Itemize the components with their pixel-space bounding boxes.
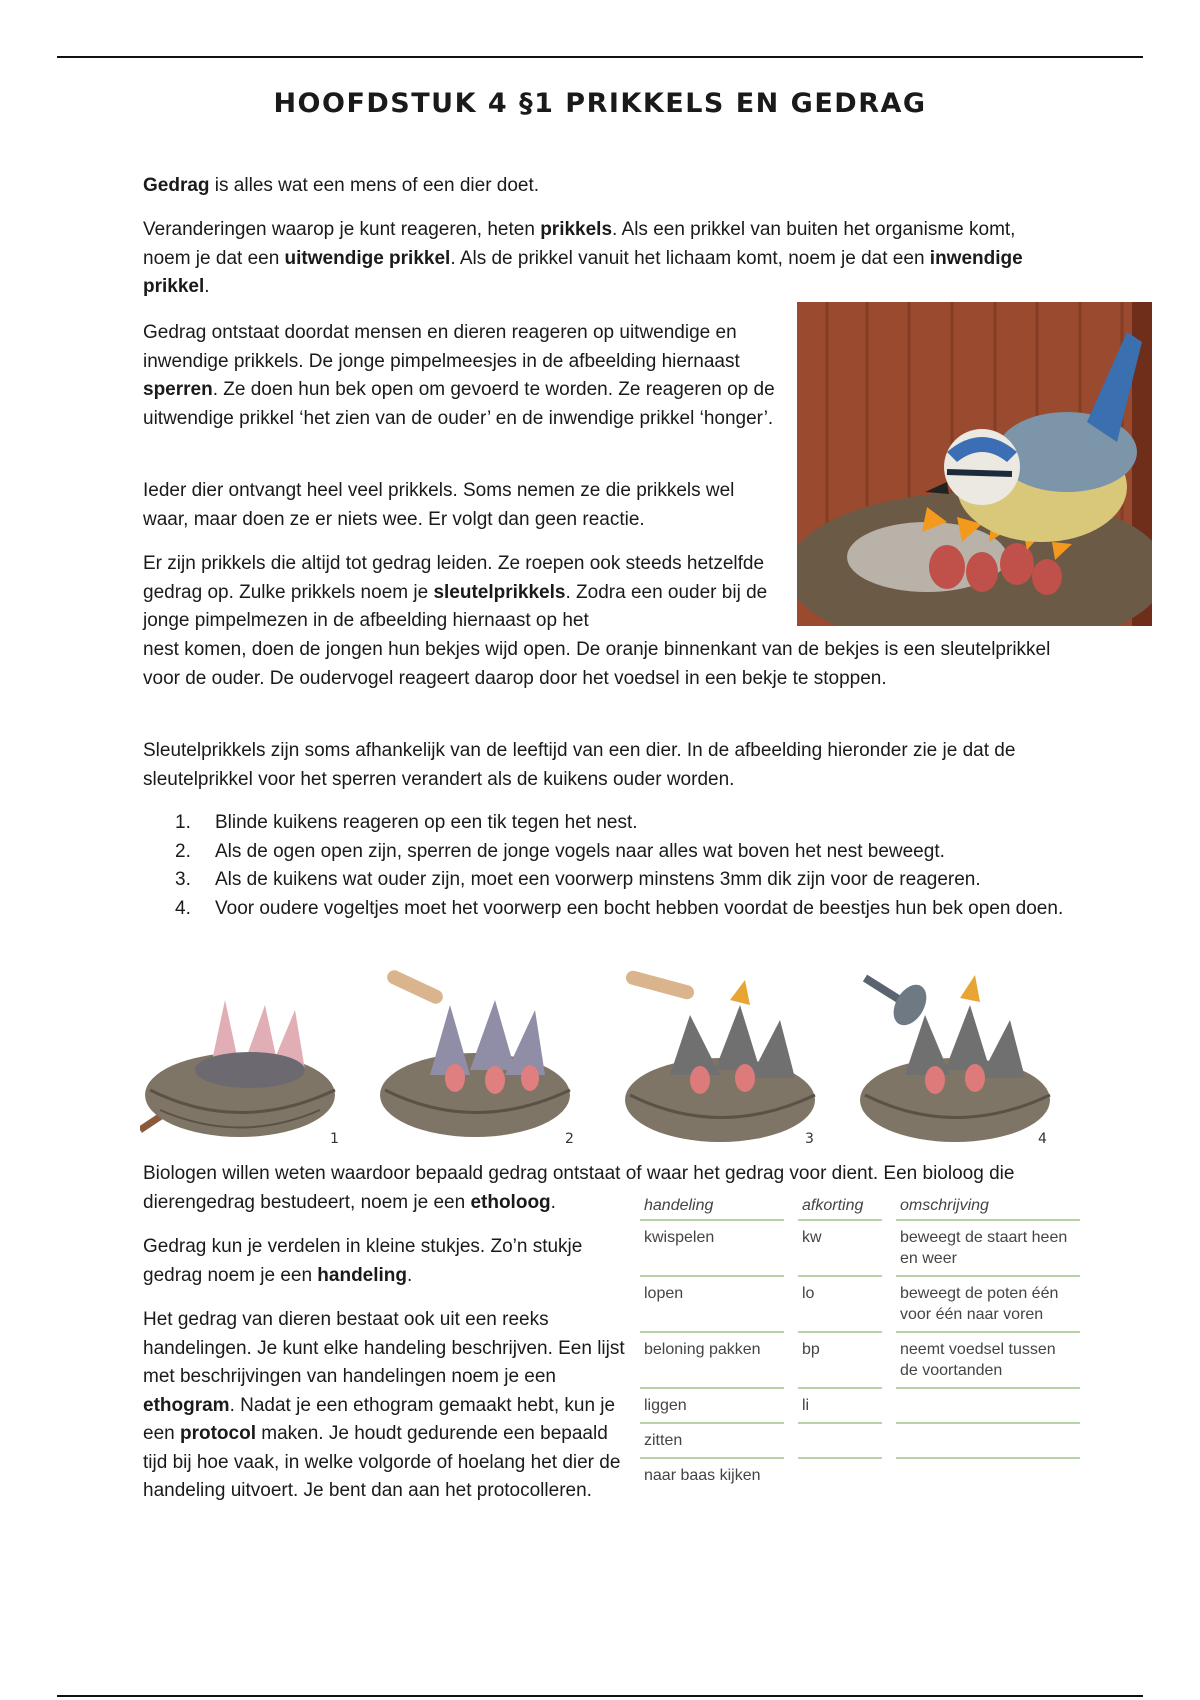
list-item: 1. Blinde kuikens reageren op een tik tegen het nest. — [175, 812, 638, 833]
nest-4 — [860, 975, 1050, 1147]
table-cell: kw — [798, 1220, 882, 1276]
ethogram-table — [640, 1197, 1080, 1492]
nest-label: 4 — [1038, 1131, 1047, 1147]
column-header: handeling — [640, 1197, 784, 1220]
page-title: HOOFDSTUK 4 §1 PRIKKELS EN GEDRAG — [273, 88, 927, 119]
table-cell: kwispelen — [640, 1220, 784, 1276]
paragraph-sleutelprikkels-cont: nest komen, doen de jongen hun bekjes wijd open. De oranje binnenkant van de bekjes is een sleutelprikkel voor de ouder. De oudervogel reageert daarop door het voedsel in een bekje te stoppen. — [143, 639, 1051, 689]
stimulus-list — [175, 809, 1075, 923]
nests-illustration — [140, 960, 1060, 1150]
top-rule — [57, 56, 1143, 58]
paragraph-sleutelprikkels: Er zijn prikkels die altijd tot gedrag leiden. Ze roepen ook steeds hetzelfde gedrag op. Zulke prikkels noem je sleutelprikkels. Zodra een ouder bij de jonge pimpelmezen in de afbeelding hiernaast op het — [143, 553, 768, 631]
list-item: 3. Als de kuikens wat ouder zijn, moet een voorwerp minstens 3mm dik zijn voor de reageren. — [175, 869, 981, 890]
table-row — [640, 1388, 1080, 1423]
table-cell: beloning pakken — [640, 1332, 784, 1388]
table-cell — [896, 1423, 1080, 1458]
table-cell: bp — [798, 1332, 882, 1388]
list-item: 2. Als de ogen open zijn, sperren de jonge vogels naar alles wat boven het nest beweegt. — [175, 840, 945, 862]
table-cell: beweegt de poten één voor één naar voren — [896, 1276, 1080, 1332]
table-cell: lopen — [640, 1276, 784, 1332]
table-row — [640, 1332, 1080, 1388]
table-cell: li — [798, 1388, 882, 1423]
paragraph-etholoog: Biologen willen weten waardoor bepaald gedrag ontstaat of waar het gedrag voor dient. Een bioloog die dierengedrag bestudeert, noem je een etholoog. — [143, 1163, 1015, 1213]
table-cell — [798, 1458, 882, 1492]
paragraph-ontvangen: Ieder dier ontvangt heel veel prikkels. Soms nemen ze die prikkels wel waar, maar doen ze er niets wee. Er volgt dan geen reactie. — [143, 480, 735, 530]
table-cell: zitten — [640, 1423, 784, 1458]
table-cell: naar baas kijken — [644, 1467, 761, 1484]
table-cell: neemt voedsel tussen de voortanden — [896, 1332, 1080, 1388]
bottom-rule — [57, 1695, 1143, 1697]
list-item: 4. Voor oudere vogeltjes moet het voorwerp een bocht hebben voordat de beestjes hun bek open doen. — [175, 897, 1064, 919]
column-header: afkorting — [798, 1197, 882, 1220]
table-cell: lo — [798, 1276, 882, 1332]
table-row — [640, 1423, 1080, 1458]
paragraph-ethogram: Het gedrag van dieren bestaat ook uit een reeks handelingen. Je kunt elke handeling beschrijven. Een lijst met beschrijvingen van handelingen noem je een ethogram. Nadat je een ethogram gemaakt hebt, kun je een protocol maken. Je houdt gedurende een bepaald tijd bij hoe vaak, in welke volgorde of hoelang het dier de handeling uitvoert. Je bent dan aan het protocolleren. — [143, 1309, 625, 1501]
table-cell — [896, 1388, 1080, 1423]
table-cell: beweegt de staart heen en weer — [896, 1220, 1080, 1276]
nest-label: 3 — [805, 1131, 814, 1147]
nest-3 — [624, 969, 815, 1147]
paragraph-gedrag: Gedrag is alles wat een mens of een dier doet. — [143, 175, 540, 196]
paragraph-leeftijd: Sleutelprikkels zijn soms afhankelijk van de leeftijd van een dier. In de afbeelding hieronder zie je dat de sleutelprikkel voor het sperren verandert als de kuikens ouder worden. — [143, 740, 1016, 790]
paragraph-handeling: Gedrag kun je verdelen in kleine stukjes. Zo’n stukje gedrag noem je een handeling. — [143, 1236, 583, 1286]
table-row — [640, 1276, 1080, 1332]
table-cell — [896, 1458, 1080, 1492]
table-cell — [798, 1423, 882, 1458]
paragraph-sperren: Gedrag ontstaat doordat mensen en dieren reageren op uitwendige en inwendige prikkels. De jonge pimpelmeesjes in de afbeelding hiernaast sperren. Ze doen hun bek open om gevoerd te worden. Ze reageren op de uitwendige prikkel ‘het zien van de ouder’ en de inwendige prikkel ‘honger’. — [143, 322, 775, 429]
blue-tit-photo — [797, 302, 1152, 626]
column-header: omschrijving — [896, 1197, 1080, 1220]
nest-1 — [140, 1000, 339, 1147]
table-cell: liggen — [640, 1388, 784, 1423]
nest-2 — [380, 968, 574, 1147]
table-row — [640, 1220, 1080, 1276]
table-header-row — [640, 1197, 1080, 1220]
nest-label: 2 — [565, 1131, 574, 1147]
paragraph-prikkels: Veranderingen waarop je kunt reageren, heten prikkels. Als een prikkel van buiten het organisme komt, noem je dat een uitwendige prikkel. Als de prikkel vanuit het lichaam komt, noem je dat een inwendige prikkel. — [143, 219, 1023, 297]
nest-label: 1 — [330, 1131, 339, 1147]
table-row — [640, 1458, 1080, 1492]
